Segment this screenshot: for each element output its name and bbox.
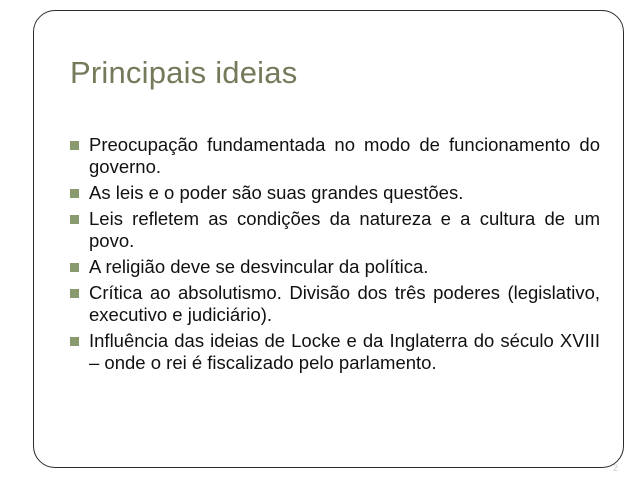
bullet-text: A religião deve se desvincular da política. bbox=[89, 256, 429, 277]
bullet-item bbox=[70, 282, 600, 326]
bullet-text: Crítica ao absolutismo. Divisão dos três poderes (legislativo, executivo e judiciário). bbox=[89, 282, 600, 325]
bullet-item bbox=[70, 134, 600, 178]
bullet-item bbox=[70, 182, 600, 204]
bullet-text: As leis e o poder são suas grandes questões. bbox=[89, 182, 464, 203]
bullet-item bbox=[70, 256, 600, 278]
bullet-text: Preocupação fundamentada no modo de funcionamento do governo. bbox=[89, 134, 600, 177]
square-bullet-icon bbox=[70, 215, 79, 224]
square-bullet-icon bbox=[70, 337, 79, 346]
page-number: 2 bbox=[612, 463, 618, 473]
square-bullet-icon bbox=[70, 189, 79, 198]
square-bullet-icon bbox=[70, 263, 79, 272]
bullet-item bbox=[70, 330, 600, 374]
bullet-text: Leis refletem as condições da natureza e a cultura de um povo. bbox=[89, 208, 600, 251]
square-bullet-icon bbox=[70, 141, 79, 150]
bullet-text: Influência das ideias de Locke e da Inglaterra do século XVIII – onde o rei é fiscalizado pelo parlamento. bbox=[89, 330, 600, 373]
bullet-list bbox=[70, 134, 600, 378]
slide-title: Principais ideias bbox=[70, 55, 298, 90]
bullet-item bbox=[70, 208, 600, 252]
square-bullet-icon bbox=[70, 289, 79, 298]
